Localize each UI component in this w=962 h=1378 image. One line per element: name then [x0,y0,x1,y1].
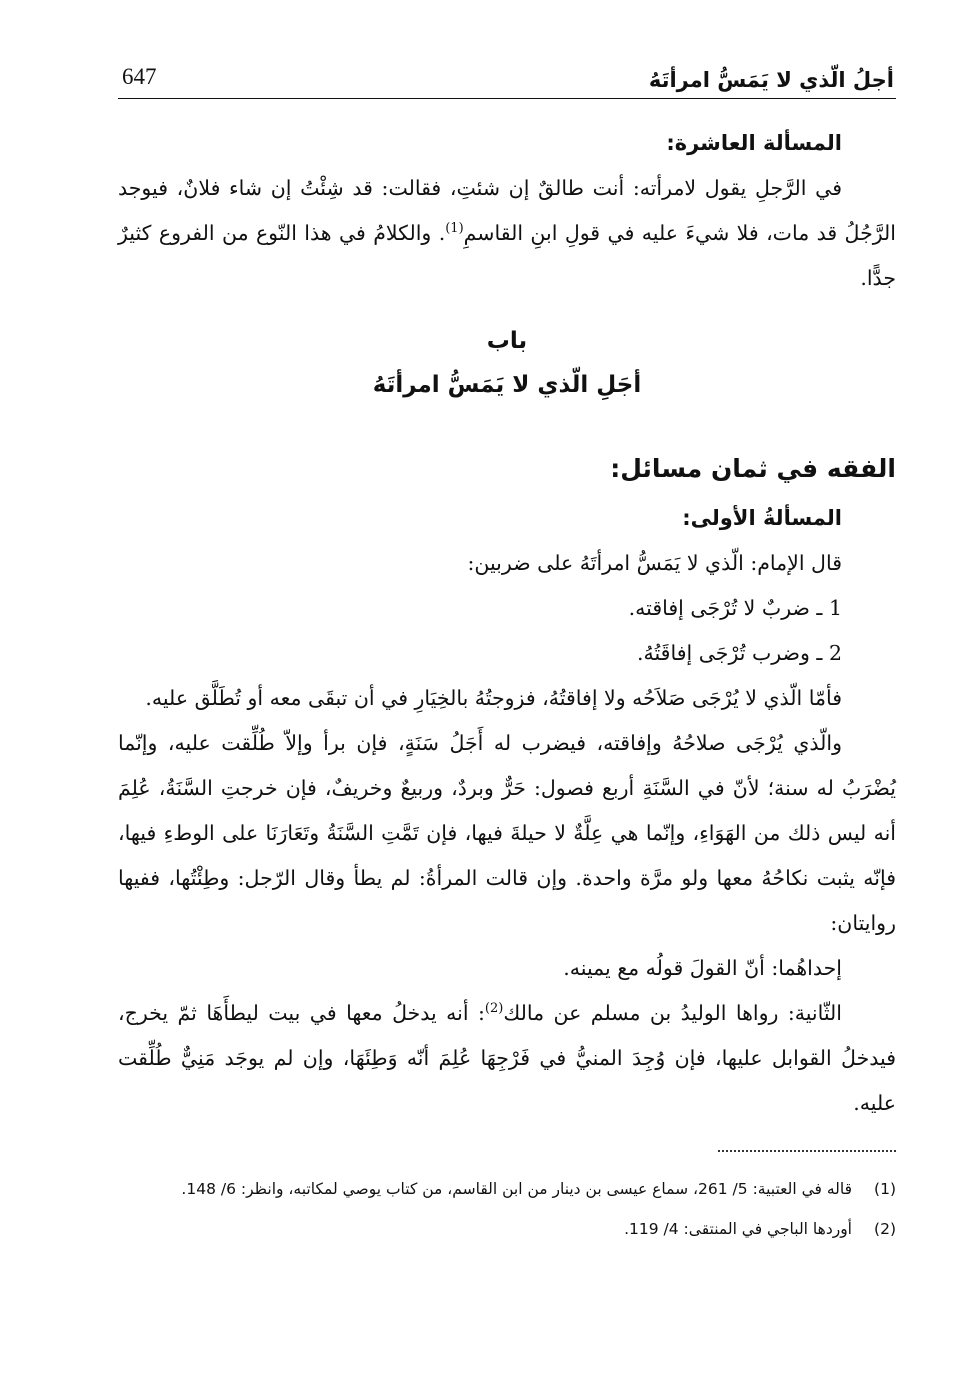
paragraph: قال الإمام: الّذي لا يَمَسُّ امرأتَهُ على ضربين: [467,551,842,575]
paragraph-text: . والكلامُ في هذا النّوع من الفروع كثيرٌ جدًّا. [118,221,896,290]
paragraph-text: : أنه يدخلُ معها في بيت ليطأَهَا ثمّ يخرج، فيدخلُ القوابل عليها، فإن وُجِدَ المنيُّ في فَرْجِهَا عُلِمَ أنّه وَطِئَهَا، وإن لم يوجَد مَنِيٌّ طُلِّقت عليه. [118,1001,896,1115]
section-heading: المسألة العاشرة: [666,131,842,155]
paragraph [118,991,896,1126]
page-header [118,62,896,99]
chapter-label: باب [486,328,528,354]
paragraph: إحداهُما: أنّ القولَ قولُه مع يمينه. [563,956,842,980]
footnotes [118,1176,896,1256]
chapter-title: أجَلِ الّذي لا يَمَسُّ امرأتَهُ [372,372,642,398]
footnote-ref: (2) [484,1001,504,1017]
fiqh-heading: الفقه في ثمان مسائل: [610,454,896,483]
footnote [118,1216,896,1242]
footnote-separator [718,1150,896,1152]
footnote-text: قاله في العتبية: 5/ 261، سماع عيسى بن دينار من ابن القاسم، من كتاب يوصي لمكاتبه، وانظر: 6/ 148. [181,1180,852,1198]
question-heading: المسألةُ الأولى: [682,506,842,530]
paragraph: والّذي يُرْجَى صلاحُهُ وإفاقته، فيضرب له أَجَلُ سَنَةٍ، فإن برأ وإلاّ طُلِّقت عليه، وإنّما يُضْرَبُ له سنة؛ لأنّ في السَّنَةِ أربع فصول: حَرٌّ وبردٌ، وربيعٌ وخريفٌ، فإن خرجتِ السَّنَةُ، عُلِمَ أنه ليس ذلك من الهَوَاءِ، وإنّما هي عِلَّةٌ لا حيلةَ فيها، فإن تَمَّتِ السَّنَةُ وتَعَارَنَا على الوطءِ فيها، فإنّه يثبت نكاحُهُ معها ولو مرَّة واحدة. وإن قالت المرأةُ: لم يطأ وقال الرّجل: وطِئْتُها، ففيها روايتان: [118,731,896,935]
paragraph [118,166,896,301]
paragraph-text: الثّانية: رواها الوليدُ بن مسلم عن مالك [503,1001,842,1025]
footnote-number: (2) [874,1220,896,1238]
footnote-text: أوردها الباجي في المنتقى: 4/ 119. [624,1220,852,1238]
list-item: 1 ـ ضربٌ لا تُرْجَى إفاقته. [628,596,842,620]
footnote-number: (1) [874,1180,896,1198]
footnote [118,1176,896,1202]
footnote-ref: (1) [445,221,464,237]
list-item: 2 ـ وضرب تُرْجَى إفاقَتُهُ. [636,641,842,665]
page-number: 647 [122,64,157,89]
main-text [118,120,896,1126]
paragraph-text: في الرَّجلِ يقول لامرأته: أنت طالقٌ إن شئتِ، فقالت: قد شِئْتُ إن شاء فلانٌ، فيوجد الرَّجُلُ قد مات، فلا شيءَ عليه في قولِ ابنِ القاسمِ [118,176,896,245]
running-title: أجلُ الّذي لا يَمَسُّ امرأتَهُ [648,68,894,92]
paragraph: فأمّا الّذي لا يُرْجَى صَلاَحُه ولا إفاقتُهُ، فزوجتُهُ بالخِيَارِ في أن تبقَى معه أو تُطَلَّق عليه. [145,686,842,710]
chapter-heading [118,319,896,407]
